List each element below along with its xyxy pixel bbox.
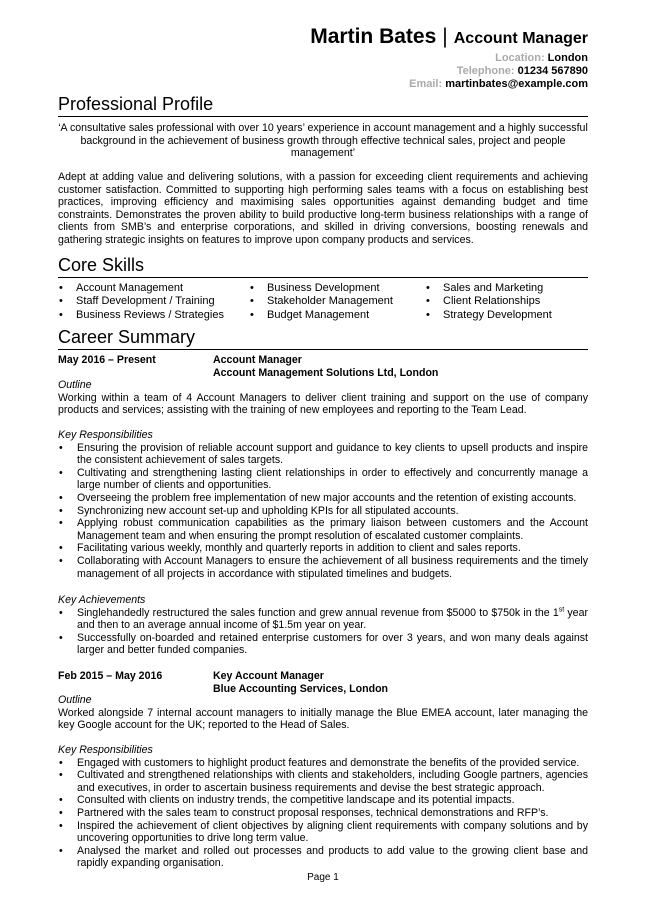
skill-item: • Business Reviews / Strategies bbox=[58, 309, 224, 322]
location-label: Location: bbox=[495, 52, 545, 64]
job-role: Key Account Manager bbox=[213, 670, 324, 682]
responsibilities-label: Key Responsibilities bbox=[58, 429, 153, 441]
skill-item: • Business Development bbox=[249, 282, 393, 295]
job-dates: May 2016 – Present bbox=[58, 354, 156, 366]
section-title-skills: Core Skills bbox=[58, 255, 588, 278]
responsibilities-list bbox=[58, 442, 588, 581]
ordinal-suffix: st bbox=[558, 606, 565, 614]
skill-item: • Account Management bbox=[58, 282, 224, 295]
list-item: • Collaborating with Account Managers to ensure the achievement of all business requirements and the timely management of all projects in accordance with stipulated timelines and budgets. bbox=[58, 555, 588, 580]
location-line bbox=[310, 52, 588, 65]
list-item: • Partnered with the sales team to construct proposal responses, technical demonstrations and RFP’s. bbox=[58, 807, 588, 820]
list-item: • Applying robust communication capabilities as the primary liaison between customers and the Account Management team and when ensuring the prompt resolution of escalated customer complaints. bbox=[58, 517, 588, 542]
profile-quote: ‘A consultative sales professional with over 10 years’ experience in account management and a highly successful background in the achievement of business growth through effective technical sales, project and people management’ bbox=[58, 122, 588, 160]
location-value: London bbox=[547, 52, 588, 64]
outline-text: Working within a team of 4 Account Managers to deliver client training and support on the use of company products and services; assisting with the training of new employees and reporting to the Team Lead. bbox=[58, 391, 588, 417]
job-responsibilities bbox=[58, 429, 588, 580]
list-item: • Cultivated and strengthened relationships with clients and stakeholders, including Google partners, agencies and executives, in order to ascertain business requirements and devise the best strategic approach. bbox=[58, 769, 588, 794]
outline-label: Outline bbox=[58, 379, 92, 391]
job-responsibilities bbox=[58, 744, 588, 870]
list-item: • Inspired the achievement of client objectives by aligning client requirements with company solutions and by uncovering opportunities to drive long term value. bbox=[58, 820, 588, 845]
job-outline bbox=[58, 694, 588, 732]
skill-item: • Staff Development / Training bbox=[58, 295, 224, 308]
page-number: Page 1 bbox=[307, 872, 339, 883]
list-item: • Successfully on-boarded and retained enterprise customers for over 3 years, and won many deals against larger and better funded companies. bbox=[58, 632, 588, 657]
job-outline bbox=[58, 379, 588, 417]
email-line bbox=[310, 78, 588, 91]
list-item: • Engaged with customers to highlight product features and demonstrate the benefits of the provided service. bbox=[58, 757, 588, 770]
skill-item: • Sales and Marketing bbox=[425, 282, 552, 295]
name-separator: | bbox=[442, 25, 448, 48]
job-achievements bbox=[58, 594, 588, 657]
job-dates: Feb 2015 – May 2016 bbox=[58, 670, 163, 682]
telephone-label: Telephone: bbox=[456, 65, 515, 77]
job-title: Account Manager bbox=[453, 30, 588, 47]
achievement-text: Singlehandedly restructured the sales function and grew annual revenue from $5000 to $750k in the 1 bbox=[77, 606, 559, 619]
job-company: Blue Accounting Services, London bbox=[213, 683, 389, 695]
list-item: • Analysed the market and rolled out processes and products to add value to the growing client base and rapidly expanding organisation. bbox=[58, 845, 588, 870]
cv-header bbox=[310, 24, 588, 91]
section-title-career: Career Summary bbox=[58, 327, 588, 350]
skills-column-1 bbox=[58, 282, 224, 322]
candidate-name: Martin Bates bbox=[310, 25, 437, 48]
list-item: • Ensuring the provision of reliable account support and guidance to key clients to upsell products and inspire the consistent achievement of sales targets. bbox=[58, 442, 588, 467]
email-value: martinbates@example.com bbox=[445, 78, 588, 90]
list-item: • Cultivating and strengthening lasting client relationships in order to effectively and concurrently manage a large number of clients and opportunities. bbox=[58, 467, 588, 492]
email-label: Email: bbox=[409, 78, 443, 90]
section-title-profile: Professional Profile bbox=[58, 94, 588, 117]
job-role: Account Manager bbox=[213, 354, 302, 366]
telephone-value: 01234 567890 bbox=[517, 65, 588, 77]
responsibilities-label: Key Responsibilities bbox=[58, 744, 153, 756]
list-item: • Synchronizing new account set-up and upholding KPIs for all stipulated accounts. bbox=[58, 505, 588, 518]
outline-label: Outline bbox=[58, 694, 92, 706]
achievements-label: Key Achievements bbox=[58, 594, 146, 606]
achievements-list bbox=[58, 607, 588, 657]
skill-item: • Strategy Development bbox=[425, 309, 552, 322]
skills-column-3 bbox=[425, 282, 552, 322]
list-item: • Facilitating various weekly, monthly and quarterly reports in addition to client and sales reports. bbox=[58, 542, 588, 555]
skill-item: • Client Relationships bbox=[425, 295, 552, 308]
list-item: • Consulted with clients on industry trends, the competitive landscape and its potential impacts. bbox=[58, 794, 588, 807]
telephone-line bbox=[310, 65, 588, 78]
outline-text: Worked alongside 7 internal account managers to initially manage the Blue EMEA account, later managing the key Google account for the UK; reported to the Head of Sales. bbox=[58, 706, 588, 732]
list-item bbox=[58, 607, 588, 632]
achievement-text: year and then to an average annual income of $1.5m year on year. bbox=[77, 606, 588, 632]
list-item: • Overseeing the problem free implementation of new major accounts and the retention of existing accounts. bbox=[58, 492, 588, 505]
skill-item: • Budget Management bbox=[249, 309, 393, 322]
skills-column-2 bbox=[249, 282, 393, 322]
responsibilities-list bbox=[58, 757, 588, 870]
profile-summary: Adept at adding value and delivering solutions, with a passion for exceeding client requirements and achieving customer satisfaction. Committed to supporting high performing sales teams with a focus on establishing best practices, improving efficiency and maximising sales opportunities against demanding budget and time constraints. Demonstrates the proven ability to build productive long-term business relationships with a range of clients from SMB’s and enterprise corporations, and skilled in driving conversions, boosting renewals and gathering strategic insights on features to improve upon company products and services. bbox=[58, 171, 588, 246]
job-company: Account Management Solutions Ltd, London bbox=[213, 367, 439, 379]
skill-item: • Stakeholder Management bbox=[249, 295, 393, 308]
name-line bbox=[310, 24, 588, 52]
